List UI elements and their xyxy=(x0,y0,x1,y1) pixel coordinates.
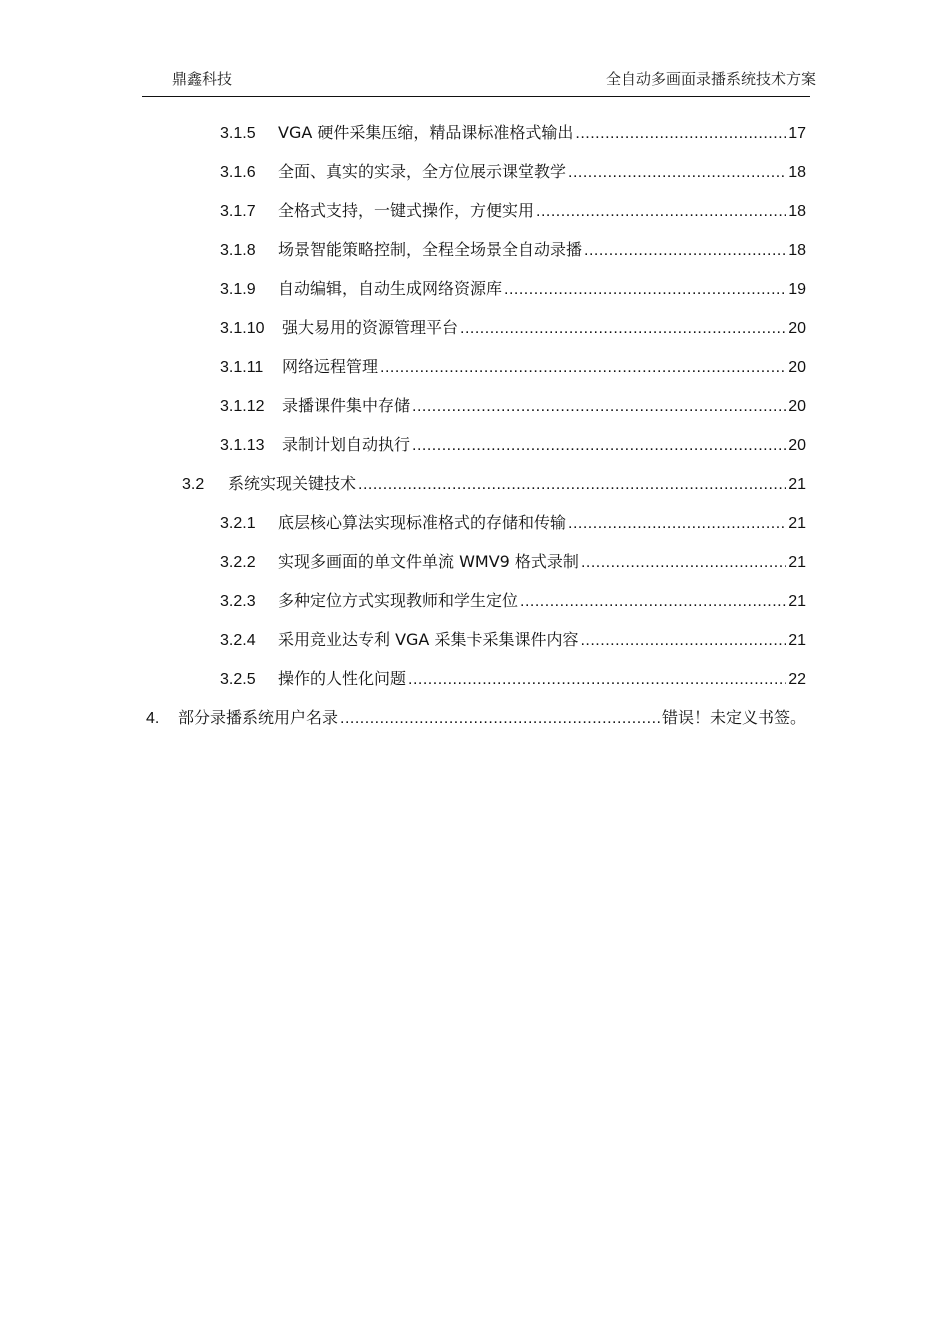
toc-entry-3-2[interactable] xyxy=(182,469,806,499)
toc-dot-leader xyxy=(408,665,786,695)
toc-entry-4[interactable] xyxy=(146,703,806,733)
toc-entry-page: 21 xyxy=(788,515,806,532)
header-document-title: 全自动多画面录播系统技术方案 xyxy=(605,70,816,88)
toc-entry-3-1-5[interactable] xyxy=(220,118,806,148)
toc-entry-number: 3.1.7 xyxy=(220,203,256,220)
toc-entry-3-1-12[interactable] xyxy=(220,391,806,421)
toc-entry-3-1-13[interactable] xyxy=(220,430,806,460)
toc-dot-leader xyxy=(575,119,786,149)
toc-entry-3-1-10[interactable] xyxy=(220,313,806,343)
toc-entry-3-1-7[interactable] xyxy=(220,196,806,226)
toc-entry-title: 全面、真实的实录，全方位展示课堂教学 xyxy=(278,162,567,181)
toc-entry-3-1-8[interactable] xyxy=(220,235,806,265)
toc-dot-leader xyxy=(581,548,786,578)
toc-dot-leader xyxy=(340,704,660,734)
toc-entry-3-1-9[interactable] xyxy=(220,274,806,304)
toc-dot-leader xyxy=(520,587,786,617)
toc-entry-title: 操作的人性化问题 xyxy=(278,669,407,688)
toc-dot-leader xyxy=(380,353,786,383)
toc-entry-page: 21 xyxy=(788,476,806,493)
toc-entry-number: 3.1.10 xyxy=(220,320,265,337)
header-divider xyxy=(142,96,810,97)
toc-entry-page: 21 xyxy=(788,554,806,571)
toc-entry-page: 20 xyxy=(788,398,806,415)
toc-entry-page: 20 xyxy=(788,437,806,454)
toc-dot-leader xyxy=(412,431,786,461)
toc-entry-number: 3.1.11 xyxy=(220,359,264,376)
toc-entry-3-2-5[interactable] xyxy=(220,664,806,694)
toc-entry-title: 多种定位方式实现教师和学生定位 xyxy=(278,591,519,610)
toc-entry-page: 18 xyxy=(788,242,806,259)
toc-dot-leader xyxy=(358,470,786,500)
toc-entry-page: 19 xyxy=(788,281,806,298)
header-company-name: 鼎鑫科技 xyxy=(172,70,233,88)
toc-entry-title: 采用竞业达专利 VGA 采集卡采集课件内容 xyxy=(278,630,579,649)
toc-entry-title: 实现多画面的单文件单流 WMV9 格式录制 xyxy=(278,552,579,571)
toc-entry-page-error: 错误！未定义书签。 xyxy=(661,708,806,727)
toc-entry-title: VGA 硬件采集压缩，精品课标准格式输出 xyxy=(278,123,574,142)
toc-entry-page: 21 xyxy=(788,593,806,610)
toc-entry-number: 3.1.6 xyxy=(220,164,256,181)
toc-entry-3-2-1[interactable] xyxy=(220,508,806,538)
toc-entry-page: 17 xyxy=(788,125,806,142)
toc-entry-3-1-11[interactable] xyxy=(220,352,806,382)
toc-entry-page: 18 xyxy=(788,164,806,181)
toc-entry-3-2-3[interactable] xyxy=(220,586,806,616)
toc-entry-number: 3.1.5 xyxy=(220,125,256,142)
toc-entry-page: 22 xyxy=(788,671,806,688)
toc-entry-title: 系统实现关键技术 xyxy=(228,474,357,493)
toc-entry-page: 20 xyxy=(788,320,806,337)
toc-dot-leader xyxy=(536,197,786,227)
toc-dot-leader xyxy=(568,158,786,188)
toc-entry-number: 3.1.12 xyxy=(220,398,265,415)
toc-entry-title: 网络远程管理 xyxy=(282,357,379,376)
toc-dot-leader xyxy=(568,509,786,539)
toc-entry-title: 底层核心算法实现标准格式的存储和传输 xyxy=(278,513,567,532)
toc-entry-number: 3.2 xyxy=(182,476,205,493)
toc-entry-3-2-4[interactable] xyxy=(220,625,806,655)
toc-entry-title: 部分录播系统用户名录 xyxy=(178,708,339,727)
toc-entry-number: 3.2.4 xyxy=(220,632,256,649)
toc-dot-leader xyxy=(504,275,786,305)
toc-entry-title: 录播课件集中存储 xyxy=(282,396,411,415)
toc-entry-number: 3.2.2 xyxy=(220,554,256,571)
toc-entry-3-2-2[interactable] xyxy=(220,547,806,577)
toc-entry-number: 3.2.3 xyxy=(220,593,256,610)
toc-entry-page: 18 xyxy=(788,203,806,220)
toc-entry-number: 3.2.1 xyxy=(220,515,256,532)
toc-entry-3-1-6[interactable] xyxy=(220,157,806,187)
toc-dot-leader xyxy=(460,314,786,344)
toc-entry-page: 21 xyxy=(788,632,806,649)
page-header xyxy=(142,62,816,98)
toc-entry-title: 录制计划自动执行 xyxy=(282,435,411,454)
toc-entry-number: 4. xyxy=(146,710,160,727)
toc-entry-number: 3.1.13 xyxy=(220,437,265,454)
toc-entry-title: 自动编辑，自动生成网络资源库 xyxy=(278,279,503,298)
toc-entry-title: 场景智能策略控制，全程全场景全自动录播 xyxy=(278,240,583,259)
toc-dot-leader xyxy=(580,626,786,656)
toc-entry-page: 20 xyxy=(788,359,806,376)
toc-entry-number: 3.1.9 xyxy=(220,281,256,298)
toc-entry-number: 3.1.8 xyxy=(220,242,256,259)
toc-entry-number: 3.2.5 xyxy=(220,671,256,688)
toc-entry-title: 强大易用的资源管理平台 xyxy=(282,318,459,337)
toc-dot-leader xyxy=(584,236,786,266)
toc-entry-title: 全格式支持，一键式操作，方便实用 xyxy=(278,201,535,220)
toc-dot-leader xyxy=(412,392,786,422)
